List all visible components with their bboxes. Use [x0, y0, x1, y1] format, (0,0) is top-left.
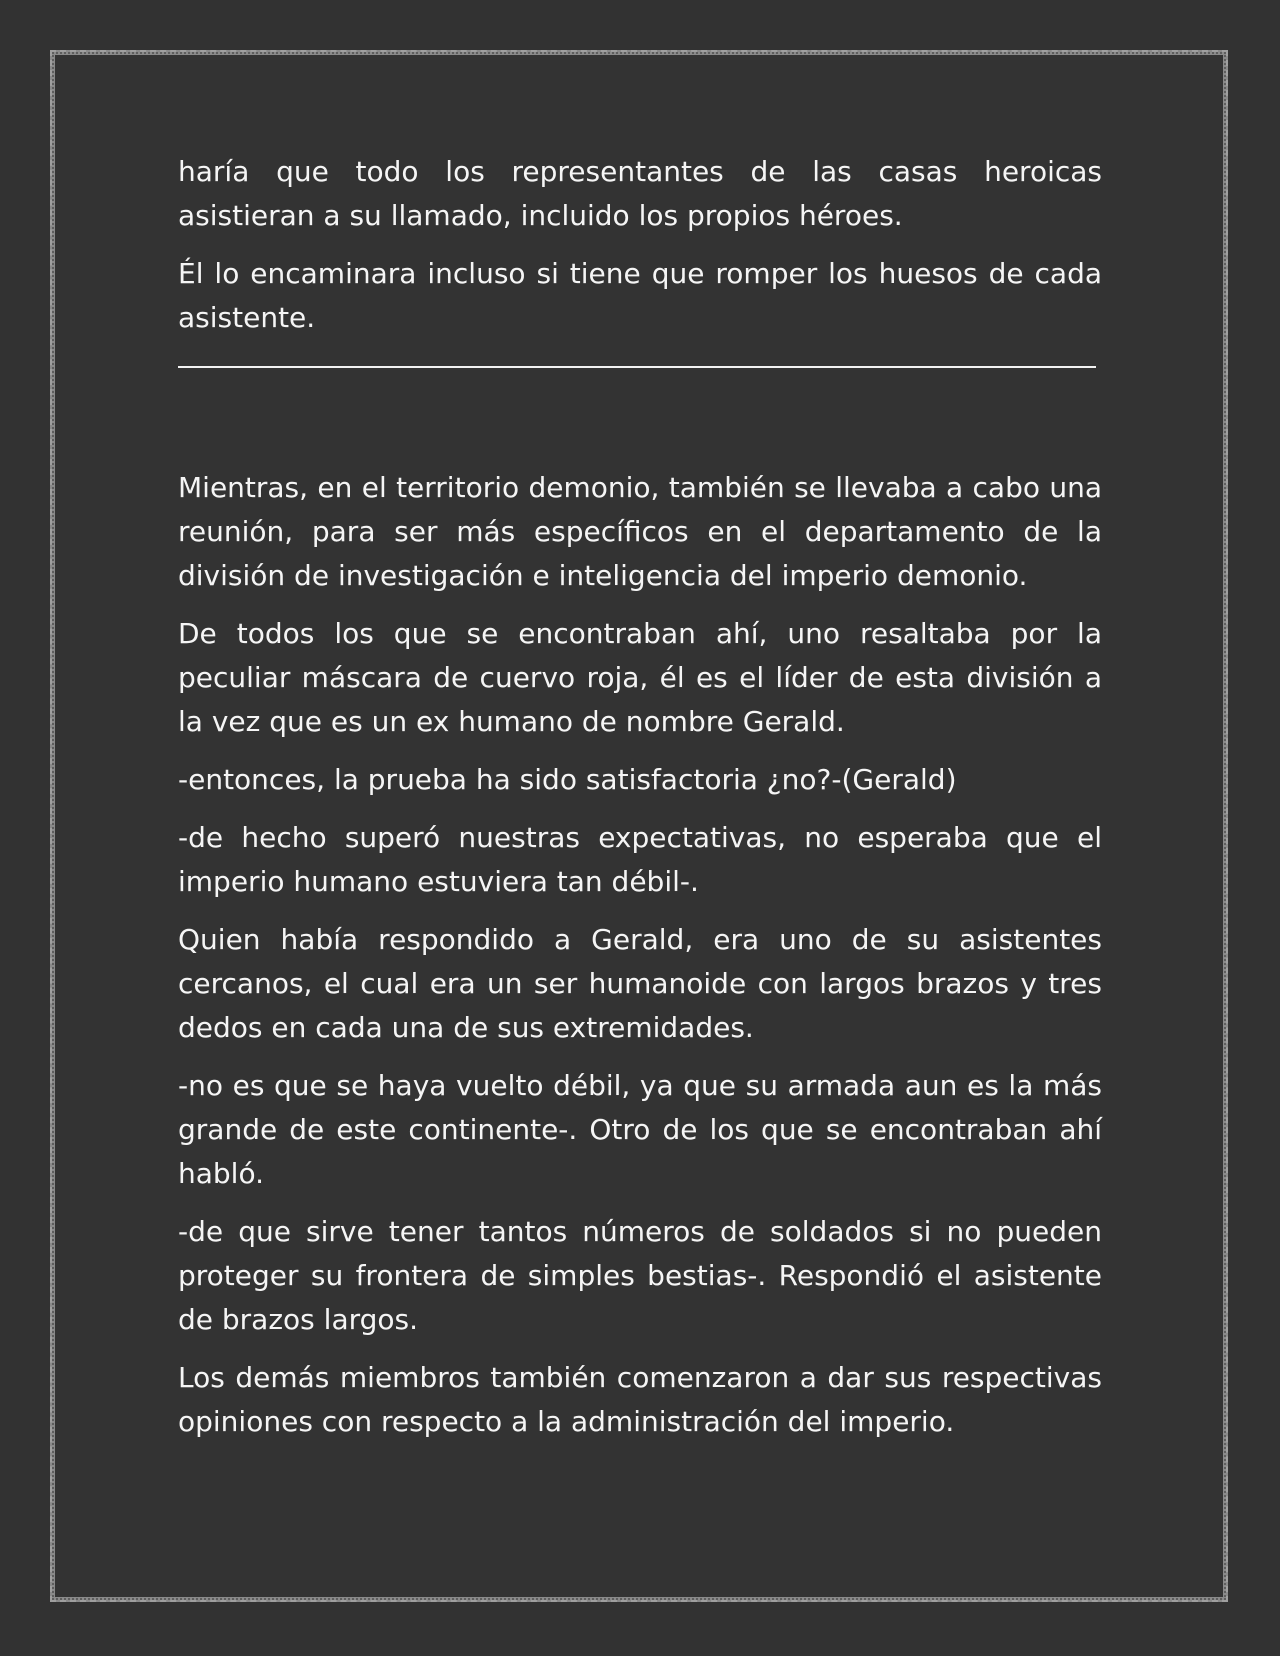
- paragraph: Los demás miembros también comenzaron a dar sus respectivas opiniones con respecto a la administración del imperio.: [178, 1361, 1102, 1438]
- paragraph: -de hecho superó nuestras expectativas, no esperaba que el imperio humano estuviera tan débil-.: [178, 821, 1102, 898]
- paragraph: Él lo encaminara incluso si tiene que romper los huesos de cada asistente.: [178, 257, 1102, 334]
- paragraph: -no es que se haya vuelto débil, ya que su armada aun es la más grande de este continente-. Otro de los que se encontraban ahí habló.: [178, 1069, 1102, 1190]
- paragraph: -entonces, la prueba ha sido satisfactoria ¿no?-(Gerald): [178, 763, 957, 796]
- paragraph: haría que todo los representantes de las casas heroicas asistieran a su llamado, incluido los propios héroes.: [178, 155, 1102, 232]
- document-body: [178, 150, 1102, 1458]
- paragraph: -de que sirve tener tantos números de soldados si no pueden proteger su frontera de simples bestias-. Respondió el asistente de brazos largos.: [178, 1215, 1102, 1336]
- section-divider: [178, 366, 1096, 368]
- paragraph: Quien había respondido a Gerald, era uno de su asistentes cercanos, el cual era un ser humanoide con largos brazos y tres dedos en cada una de sus extremidades.: [178, 923, 1102, 1044]
- paragraph: Mientras, en el territorio demonio, también se llevaba a cabo una reunión, para ser más específicos en el departamento de la división de investigación e inteligencia del imperio demonio.: [178, 471, 1102, 592]
- paragraph: De todos los que se encontraban ahí, uno resaltaba por la peculiar máscara de cuervo roja, él es el líder de esta división a la vez que es un ex humano de nombre Gerald.: [178, 617, 1102, 738]
